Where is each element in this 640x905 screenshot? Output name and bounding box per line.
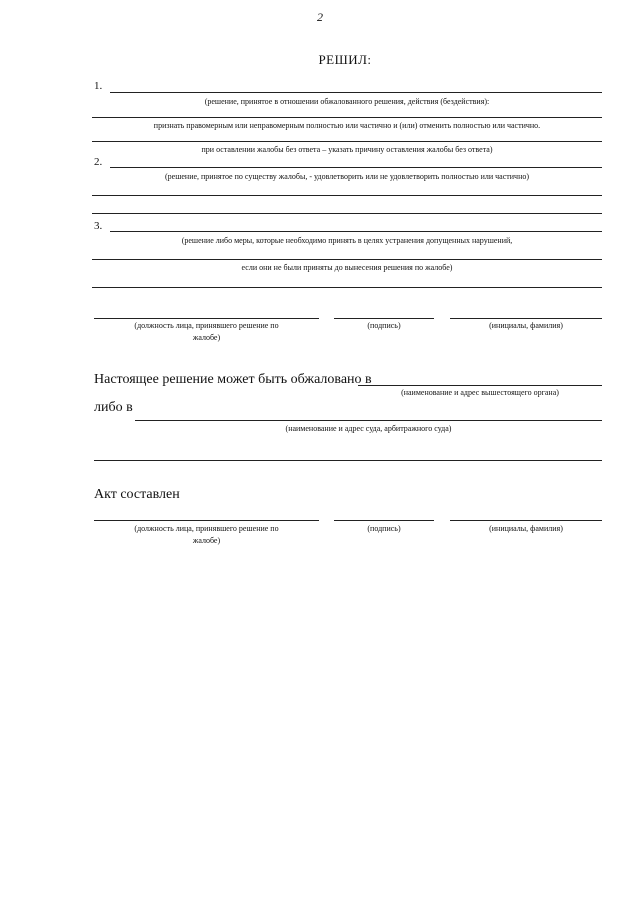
page-number: 2: [317, 10, 323, 24]
section3-caption2: если они не были приняты до вынесения решения по жалобе): [241, 263, 453, 272]
appeal-court-line2[interactable]: [94, 460, 602, 461]
decision-heading: РЕШИЛ:: [318, 52, 372, 67]
appeal-authority-caption: (наименование и адрес вышестоящего органа): [401, 388, 559, 397]
act-text: Акт составлен: [94, 487, 180, 502]
appeal-or-text: либо в: [94, 400, 133, 415]
signature2-position-line[interactable]: [94, 520, 319, 521]
appeal-text: Настоящее решение может быть обжаловано в: [94, 372, 372, 387]
section3-field-line[interactable]: [110, 231, 602, 232]
appeal-authority-line[interactable]: [358, 385, 602, 386]
section1-field-line2[interactable]: [92, 117, 602, 118]
signature1-position-caption2: жалобе): [192, 333, 221, 342]
section3-number: 3.: [94, 220, 103, 232]
section3-caption1: (решение либо меры, которые необходимо принять в целях устранения допущенных нарушений,: [181, 236, 513, 245]
section1-number: 1.: [94, 80, 103, 92]
section1-field-line3[interactable]: [92, 141, 602, 142]
signature1-position-line[interactable]: [94, 318, 319, 319]
signature2-signature-caption: (подпись): [367, 524, 401, 533]
section1-field-line[interactable]: [110, 92, 602, 93]
section2-field-line2[interactable]: [92, 195, 602, 196]
signature2-name-caption: (инициалы, фамилия): [489, 524, 563, 533]
section1-caption1: (решение, принятое в отношении обжалованного решения, действия (бездействия):: [204, 97, 490, 106]
section2-caption1: (решение, принятое по существу жалобы, - удовлетворить или не удовлетворить полностью или частично): [164, 172, 530, 181]
section1-caption3: при оставлении жалобы без ответа – указать причину оставления жалобы без ответа): [201, 145, 493, 154]
signature1-name-line[interactable]: [450, 318, 602, 319]
appeal-court-line[interactable]: [135, 420, 602, 421]
section2-number: 2.: [94, 156, 103, 168]
section3-field-line2[interactable]: [92, 259, 602, 260]
signature2-name-line[interactable]: [450, 520, 602, 521]
signature2-position-caption2: жалобе): [192, 536, 221, 545]
signature2-signature-line[interactable]: [334, 520, 434, 521]
section2-field-line[interactable]: [110, 167, 602, 168]
appeal-court-caption: (наименование и адрес суда, арбитражного суда): [285, 424, 452, 433]
signature1-name-caption: (инициалы, фамилия): [489, 321, 563, 330]
section1-caption2: признать правомерным или неправомерным полностью или частично и (или) отменить полностью или частично.: [153, 121, 541, 130]
signature1-signature-caption: (подпись): [367, 321, 401, 330]
signature1-signature-line[interactable]: [334, 318, 434, 319]
section3-field-line3[interactable]: [92, 287, 602, 288]
section2-field-line3[interactable]: [92, 213, 602, 214]
signature1-position-caption1: (должность лица, принявшего решение по: [134, 321, 279, 330]
signature2-position-caption1: (должность лица, принявшего решение по: [134, 524, 279, 533]
